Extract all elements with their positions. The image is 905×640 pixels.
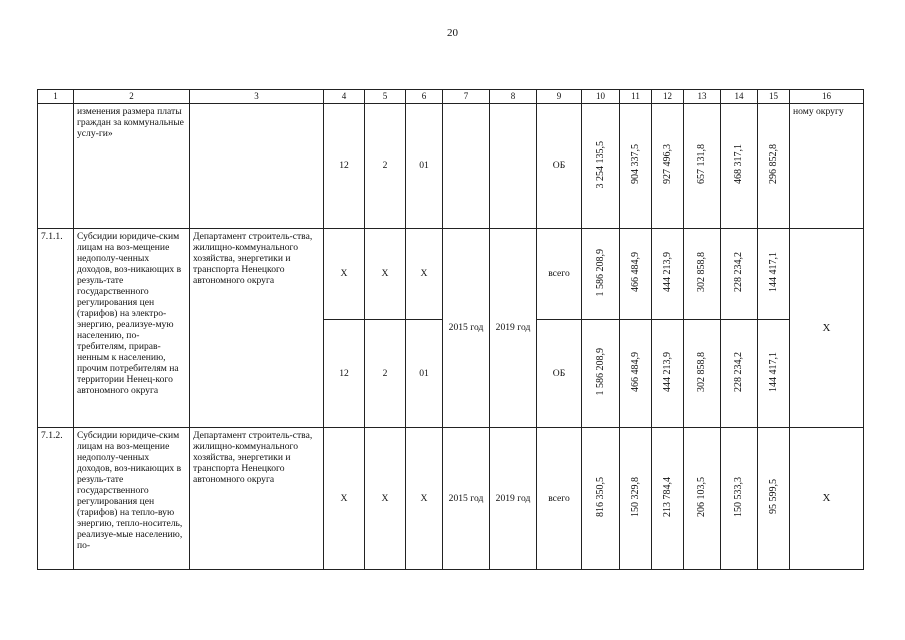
amount-cell (721, 320, 758, 428)
program-table (37, 89, 864, 570)
page-number: 20 (447, 27, 458, 39)
amount-cell (684, 229, 721, 320)
amount-value: 927 496,3 (661, 144, 673, 185)
code-cell: Х (324, 428, 365, 570)
code-cell: Х (365, 428, 406, 570)
amount-cell (684, 428, 721, 570)
code-cell: 12 (324, 104, 365, 229)
amount-value: 296 852,8 (767, 144, 779, 185)
amount-cell (582, 320, 620, 428)
table-row (38, 428, 864, 570)
amount-value: 1 586 208,9 (594, 348, 606, 396)
row-number (38, 104, 74, 229)
col-num: 16 (790, 90, 864, 104)
amount-cell (758, 428, 790, 570)
amount-value: 466 484,9 (629, 351, 641, 392)
amount-cell (758, 229, 790, 320)
amount-cell (582, 428, 620, 570)
amount-value: 904 337,5 (629, 144, 641, 185)
amount-cell (758, 104, 790, 229)
amount-cell (721, 104, 758, 229)
amount-cell (721, 428, 758, 570)
measure-name: Субсидии юридиче-ским лицам на воз-мещение недополу-ченных доходов, воз-никающих в резуль-тате государственного регулирования цен (тарифов) на электро-энергию, реализуе-мую населению, по-требителям, прирав-ненным к населению, прочим потребителям на территории Ненец-кого автономного округа (74, 229, 190, 428)
funding-source: всего (537, 428, 582, 570)
amount-cell (620, 229, 652, 320)
responsible-executor: Департамент строитель-ства, жилищно-коммунального хозяйства, энергетики и транспорта Ненецкого автономного округа (190, 428, 324, 570)
col-num: 10 (582, 90, 620, 104)
code-cell: 2 (365, 104, 406, 229)
measure-name: Субсидии юридиче-ским лицам на воз-мещение недополу-ченных доходов, воз-никающих в резуль-тате государственного регулирования цен (тарифов) на тепло-вую энергию, тепло-носитель, реализуе-мые населению, по- (74, 428, 190, 570)
result-cell: Х (790, 229, 864, 428)
code-cell: Х (406, 428, 443, 570)
table-row (38, 229, 864, 320)
funding-source: ОБ (537, 104, 582, 229)
col-num: 14 (721, 90, 758, 104)
amount-value: 466 484,9 (629, 252, 641, 293)
row-number: 7.1.1. (38, 229, 74, 428)
amount-value: 816 350,5 (594, 476, 606, 517)
row-number: 7.1.2. (38, 428, 74, 570)
amount-value: 144 417,1 (767, 351, 779, 392)
col-num: 7 (443, 90, 490, 104)
amount-cell (582, 104, 620, 229)
responsible-executor (190, 104, 324, 229)
col-num: 1 (38, 90, 74, 104)
amount-cell (684, 320, 721, 428)
col-num: 13 (684, 90, 721, 104)
col-num: 6 (406, 90, 443, 104)
start-year: 2015 год (443, 229, 490, 428)
amount-cell (652, 428, 684, 570)
code-cell: 01 (406, 320, 443, 428)
col-num: 11 (620, 90, 652, 104)
code-cell: Х (324, 229, 365, 320)
measure-name: изменения размера платы граждан за коммунальные услу-ги» (74, 104, 190, 229)
col-num: 3 (190, 90, 324, 104)
col-num: 9 (537, 90, 582, 104)
amount-value: 302 858,8 (696, 351, 708, 392)
amount-cell (620, 320, 652, 428)
amount-value: 302 858,8 (696, 252, 708, 293)
amount-value: 150 533,3 (733, 476, 745, 517)
amount-value: 444 213,9 (661, 252, 673, 293)
code-cell: Х (406, 229, 443, 320)
amount-value: 228 234,2 (733, 351, 745, 392)
end-year (490, 104, 537, 229)
amount-value: 228 234,2 (733, 252, 745, 293)
result-cell: Х (790, 428, 864, 570)
amount-cell (620, 104, 652, 229)
amount-cell (582, 229, 620, 320)
amount-value: 444 213,9 (661, 351, 673, 392)
table-row (38, 104, 864, 229)
start-year (443, 104, 490, 229)
amount-value: 213 784,4 (661, 476, 673, 517)
funding-source: ОБ (537, 320, 582, 428)
amount-value: 1 586 208,9 (594, 248, 606, 297)
code-cell: 01 (406, 104, 443, 229)
code-cell: 2 (365, 320, 406, 428)
end-year: 2019 год (490, 428, 537, 570)
amount-value: 468 317,1 (733, 144, 745, 185)
amount-value: 144 417,1 (767, 252, 779, 293)
result-cell: ному округу (790, 104, 864, 229)
responsible-executor: Департамент строитель-ства, жилищно-коммунального хозяйства, энергетики и транспорта Ненецкого автономного округа (190, 229, 324, 428)
amount-cell (758, 320, 790, 428)
amount-cell (684, 104, 721, 229)
amount-cell (652, 320, 684, 428)
amount-value: 3 254 135,5 (594, 140, 606, 189)
code-cell: 12 (324, 320, 365, 428)
column-number-row (38, 90, 864, 104)
col-num: 2 (74, 90, 190, 104)
amount-value: 206 103,5 (696, 476, 708, 517)
col-num: 5 (365, 90, 406, 104)
col-num: 4 (324, 90, 365, 104)
amount-cell (652, 104, 684, 229)
end-year: 2019 год (490, 229, 537, 428)
code-cell: Х (365, 229, 406, 320)
amount-value: 150 329,8 (629, 476, 641, 517)
amount-value: 657 131,8 (696, 144, 708, 185)
amount-value: 95 599,5 (767, 479, 779, 515)
col-num: 12 (652, 90, 684, 104)
col-num: 15 (758, 90, 790, 104)
start-year: 2015 год (443, 428, 490, 570)
amount-cell (652, 229, 684, 320)
amount-cell (721, 229, 758, 320)
amount-cell (620, 428, 652, 570)
col-num: 8 (490, 90, 537, 104)
funding-source: всего (537, 229, 582, 320)
